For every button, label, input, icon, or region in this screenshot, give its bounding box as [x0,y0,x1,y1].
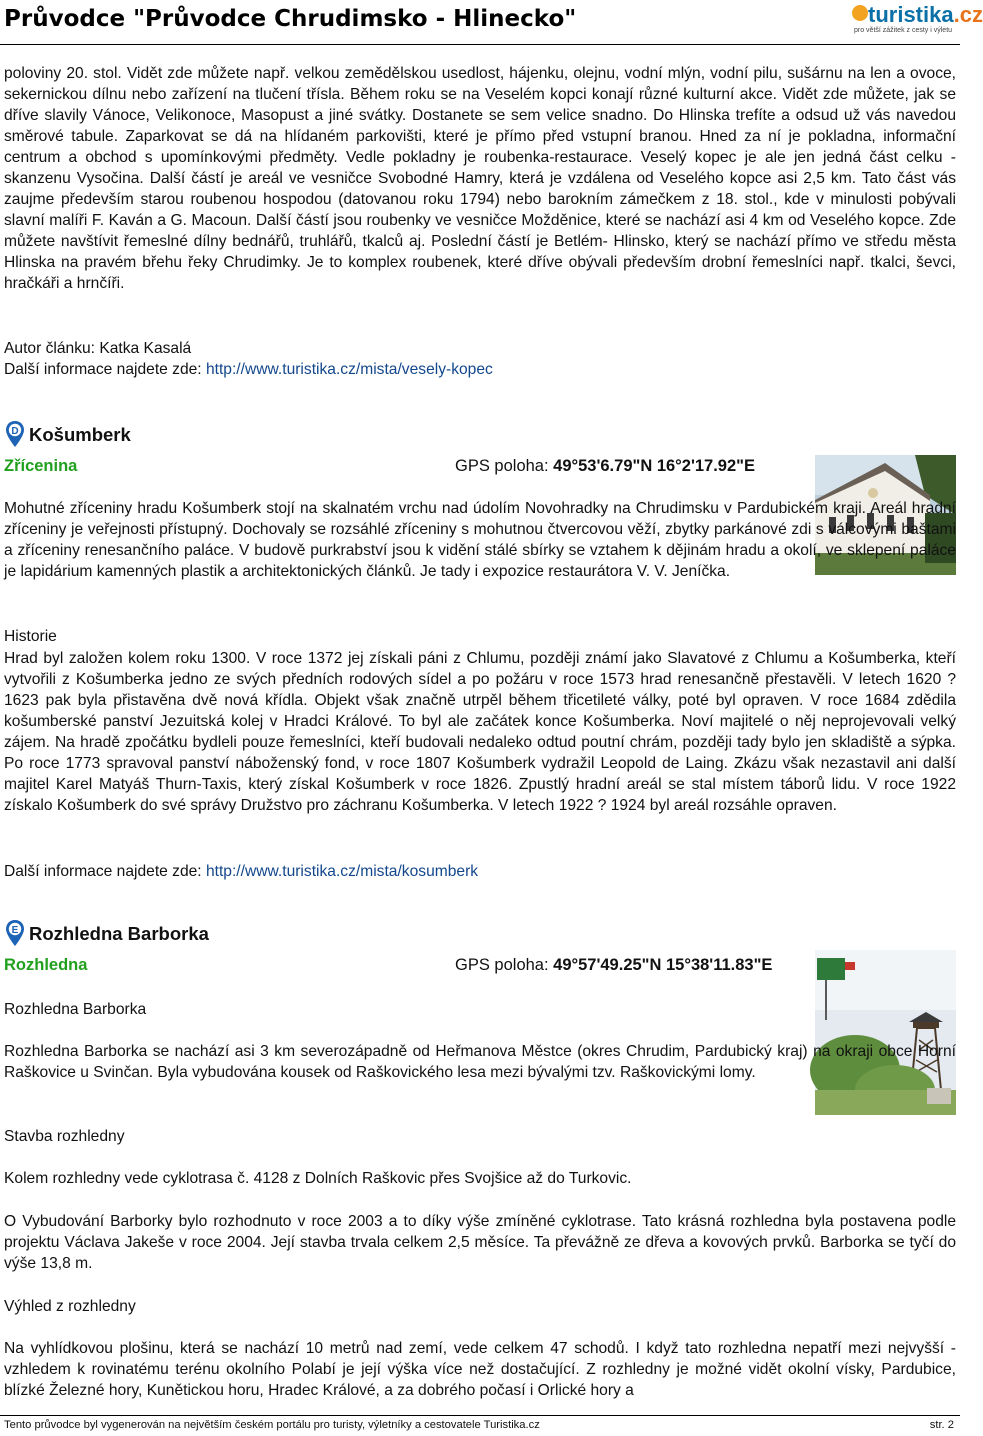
footer-rule [0,1415,960,1416]
map-marker-e-icon [5,919,25,947]
more-info-line [4,359,493,380]
logo-main-text: turistika [868,2,954,27]
marker-d-letter: D [11,426,19,437]
gps-value: 49°53'6.79"N 16°2'17.92"E [553,457,755,475]
logo-tagline: pro větší zážitek z cesty i výletu [854,27,953,34]
intro-paragraph: poloviny 20. stol. Vidět zde můžete např. velkou zemědělskou usedlost, hájenku, olejnu, vodní mlýn, vodní pilu, sušárnu na len a ovoce, sekernickou dílnu nebo zařízení na tlučení třísla. Během roku se na Veselém kopci konají různé kulturní akce. Vidět zde můžete, jak se dříve slavily Vánoce, Velikonoce, Masopust a jiné svátky. Dostanete se sem velice snadno. Do Hlinska trefíte a odsud už vás navedou směrové tabule. Zaparkovat se dá na hlídaném parkovišti, které je přímo před vstupní branou. Hned za ní je pokladna, informační centrum a obchod s upomínkovými předměty. Vedle pokladny je roubenka-restaurace. Veselý kopec je ale jen jedná část celku - skanzenu Vysočina. Další částí je areál ve vesničce Svobodné Hamry, která je vzdálena od Veselého kopce asi 2,5 km. Tato část vás zaujme především starou roubenou hospodou (datovanou roku 1794) nebo barokním zámečkem z 18. stol., kde v minulosti pobývali slavní malíři F. Kaván a G. Macoun. Další částí jsou roubenky ve vesničce Možděnice, které se nachází asi 4 km od Veselého kopce. Zde můžete navštívit řemeslné dílny bednářů, truhlářů, tkalců aj. Poslední částí je Betlém- Hlinsko, který se nachází přímo ve středu města Hlinska na pravém břehu řeky Chrudimky. Je to komplex roubenek, které dříve obývali především drobní řemeslníci např. tkalci, ševci, hračkáři a hrnčíři. [4,65,956,292]
kosumberk-description: Mohutné zříceniny hradu Košumberk stojí na skalnatém vrchu nad údolím Novohradky na Chrudimsku v Pardubickém kraji. Areál hradní zříceniny je veřejnosti přístupný. Dochovaly se rozsáhlé zříceniny s mohutnou čtvercovou věží, zbytky parkánové zdi s válcovými baštami a zříceniny renesančního paláce. V budově purkrabství jsou k vidění stálé sbírky se vztahem k dějinám hradu a okolí, ve sklepení paláce je lapidárium kamenných plastik a architektonických článků. Je tady i expozice restaurátora V. V. Jeníčka. [4,500,956,580]
gps-kosumberk [455,457,755,476]
more-info-label: Další informace najdete zde: [4,863,202,880]
kosumberk-history: Hrad byl založen kolem roku 1300. V roce 1372 jej získali páni z Chlumu, později známí jako Slavatové z Chlumu a Košumberka, kteří vytvořili z Košumberka jedno ze svých předních rodových sídel a po požáru v roce 1573 hrad renesančně přestavěli. V letech 1620 ? 1623 pak byla přistavěna dvě nová křídla. Objekt však značně utrpěl během třicetileté války, poté byl opraven. V roce 1684 zdědila košumberské panství Jezuitská kolej v Hradci Králové. To byl ale začátek konce Košumberka. Noví majitelé o něj neprojevovali velký zájem. Na hradě zpočátku bydleli pouze řemeslníci, kteří budovali nedaleko odtud poutní chrám, později tady bylo jen skladiště a sýpka. Po roce 1773 spravoval panství náboženský fond, v roce 1807 Košumberk vydražil Leopold de Laing. Zkázu však nezastavil ani další majitel Karel Matyáš Thurn-Taxis, který získal Košumberk v roce 1826. Zpustlý hradní areál se stal místem táborů lidu. V roce 1922 získalo Košumberk do své správy Družstvo pro záchranu Košumberka. V letech 1922 ? 1924 byl areál rozsáhle opraven. [4,650,956,814]
gps-label: GPS poloha: [455,457,549,475]
header-rule [0,44,960,45]
more-info-line-kosumberk [4,861,478,882]
category-lookout-tower: Rozhledna [4,956,88,974]
more-info-link[interactable]: http://www.turistika.cz/mista/kosumberk [205,863,479,880]
category-ruin: Zřícenina [4,457,78,475]
page-number: str. 2 [929,1419,954,1431]
turistika-logo[interactable] [852,2,983,42]
barborka-paragraph-3: O Vybudování Barborky bylo rozhodnuto v roce 2003 a to díky výše zmíněné cyklotrase. Tato krásná rozhledna byla postavena podle projektu Václava Jakeše v roce 2004. Její stavba trvala celkem 2,5 měsíce. Ta převážně ze dřeva a kovových prvků. Barborka se tyčí do výše 13,8 m. [4,1213,956,1272]
barborka-paragraph-1: Rozhledna Barborka se nachází asi 3 km severozápadně od Heřmanova Městce (okres Chrudim, Pardubický kraj) na okraji obce Horní Raškovice u Svinčan. Byla vybudována kousek od Raškovického lesa mezi bývalými tzv. Raškovickými lomy. [4,1043,956,1081]
construction-label: Stavba rozhledny [4,1128,125,1145]
gps-value: 49°57'49.25"N 15°38'11.83"E [553,956,773,974]
barborka-paragraph-2: Kolem rozhledny vede cyklotrasa č. 4128 z Dolních Raškovic přes Svojšice až do Turkovic. [4,1170,632,1187]
history-label: Historie [4,628,57,645]
logo-tld-text: .cz [953,2,983,27]
more-info-link[interactable]: http://www.turistika.cz/mista/vesely-kopec [205,361,493,378]
document-title: Průvodce "Průvodce Chrudimsko - Hlinecko" [4,6,577,32]
more-info-label: Další informace najdete zde: [4,361,202,378]
section-title-kosumberk: Košumberk [29,424,131,445]
view-label: Výhled z rozhledny [4,1298,136,1315]
sun-icon [852,5,868,21]
barborka-subtitle: Rozhledna Barborka [4,1001,147,1018]
author-line: Autor článku: Katka Kasalá [4,340,192,357]
marker-e-letter: E [11,925,19,936]
page-header [0,0,983,44]
section-title-barborka: Rozhledna Barborka [29,923,209,944]
footer-text: Tento průvodce byl vygenerován na největším českém portálu pro turisty, výletníky a cestovatele Turistika.cz [4,1419,540,1431]
barborka-paragraph-4: Na vyhlídkovou plošinu, která se nachází 10 metrů nad zemí, vede celkem 47 schodů. I když tato rozhledna nepatří mezi nejvyšší - vzhledem k rovinatému terénu okolního Polabí je její výška více než dostačující. Z rozhledny je možné vidět okolní vísky, Pardubice, blízké Železné hory, Kunětickou horu, Hradec Králové, a za dobrého počasí i Orlické hory a [4,1340,956,1399]
gps-label: GPS poloha: [455,956,549,974]
map-marker-d-icon [5,420,25,448]
gps-barborka [455,956,772,975]
barborka-photo [815,950,956,1115]
